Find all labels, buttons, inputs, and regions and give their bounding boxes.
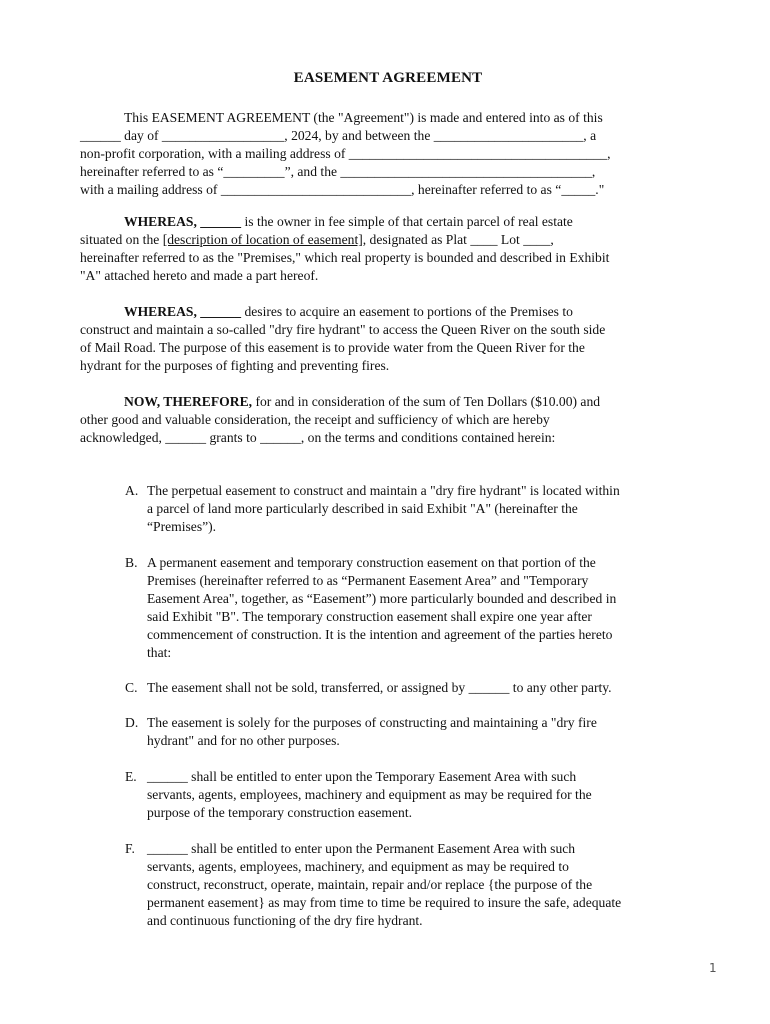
list-item-line: servants, agents, employees, machinery and equipment as may be required for the bbox=[147, 787, 592, 802]
list-item-letter: F. bbox=[125, 841, 135, 856]
page-number: 1 bbox=[709, 961, 717, 975]
intro-line-5: with a mailing address of ____________________________, hereinafter referred to as “_____." bbox=[80, 182, 605, 197]
whereas2-line-1 bbox=[80, 303, 700, 321]
list-item-line: ______ shall be entitled to enter upon the Temporary Easement Area with such bbox=[147, 769, 577, 784]
list-item-body bbox=[147, 554, 616, 662]
whereas2-line-4: hydrant for the purposes of fighting and preventing fires. bbox=[80, 358, 390, 373]
list-item-line: servants, agents, employees, machinery, and equipment as may be required to bbox=[147, 859, 569, 874]
list-item-body bbox=[147, 840, 621, 930]
list-item-line: purpose of the temporary construction easement. bbox=[147, 805, 412, 820]
list-item-line: A permanent easement and temporary construction easement on that portion of the bbox=[147, 555, 596, 570]
whereas1-line-2-post: , designated as Plat ____ Lot ____, bbox=[362, 232, 554, 247]
list-item-body bbox=[147, 679, 612, 697]
list-item-line: hydrant" and for no other purposes. bbox=[147, 733, 340, 748]
whereas2-line-2: construct and maintain a so-called "dry fire hydrant" to access the Queen River on the south side bbox=[80, 322, 606, 337]
whereas1-line-1-rest: is the owner in fee simple of that certain parcel of real estate bbox=[241, 214, 573, 229]
list-item-line: ______ shall be entitled to enter upon the Permanent Easement Area with such bbox=[147, 841, 576, 856]
whereas1-line-4: "A" attached hereto and made a part hereof. bbox=[80, 268, 319, 283]
now-therefore-paragraph bbox=[80, 393, 700, 447]
intro-paragraph bbox=[80, 109, 700, 199]
intro-line-3: non-profit corporation, with a mailing address of ______________________________________, bbox=[80, 146, 611, 161]
list-item-body bbox=[147, 714, 597, 750]
whereas1-line-3: hereinafter referred to as the "Premises," which real property is bounded and described in Exhibit bbox=[80, 250, 610, 265]
whereas1-line-2 bbox=[80, 231, 700, 249]
list-item-line: permanent easement} as may from time to time be required to insure the safe, adequate bbox=[147, 895, 622, 910]
now-therefore-line-1-rest: for and in consideration of the sum of Ten Dollars ($10.00) and bbox=[252, 394, 601, 409]
whereas-paragraph-1 bbox=[80, 213, 700, 285]
intro-line-1: This EASEMENT AGREEMENT (the "Agreement") is made and entered into as of this bbox=[124, 110, 603, 125]
list-item-line: Premises (hereinafter referred to as “Permanent Easement Area” and "Temporary bbox=[147, 573, 589, 588]
list-item-line: Easement Area", together, as “Easement”) more particularly bounded and described in bbox=[147, 591, 617, 606]
intro-line-2: ______ day of __________________, 2024, by and between the ______________________, a bbox=[80, 128, 597, 143]
list-item-letter: E. bbox=[125, 769, 137, 784]
list-item-line: The easement is solely for the purposes of constructing and maintaining a "dry fire bbox=[147, 715, 597, 730]
list-item-line: “Premises”). bbox=[147, 519, 217, 534]
list-item-letter: A. bbox=[125, 483, 139, 498]
whereas-paragraph-2 bbox=[80, 303, 700, 375]
location-placeholder: [description of location of easement] bbox=[162, 232, 363, 247]
list-item-line: The perpetual easement to construct and maintain a "dry fire hydrant" is located within bbox=[147, 483, 620, 498]
list-item-line: The easement shall not be sold, transferred, or assigned by ______ to any other party. bbox=[147, 680, 612, 695]
now-therefore-line-3: acknowledged, ______ grants to ______, on the terms and conditions contained herein: bbox=[80, 430, 556, 445]
list-item-body bbox=[147, 482, 620, 536]
whereas1-line-1 bbox=[80, 213, 700, 231]
whereas2-line-1-rest: desires to acquire an easement to portions of the Premises to bbox=[241, 304, 573, 319]
whereas2-line-3: of Mail Road. The purpose of this easement is to provide water from the Queen River for the bbox=[80, 340, 585, 355]
list-item-letter: B. bbox=[125, 555, 138, 570]
now-therefore-line-1 bbox=[80, 393, 700, 411]
list-item-body bbox=[147, 768, 592, 822]
whereas1-line-2-pre: situated on the bbox=[80, 232, 163, 247]
now-therefore-line-2: other good and valuable consideration, the receipt and sufficiency of which are hereby bbox=[80, 412, 550, 427]
list-item-line: construct, reconstruct, operate, maintain, repair and/or replace {the purpose of the bbox=[147, 877, 593, 892]
intro-line-4: hereinafter referred to as “_________”, and the _____________________________________, bbox=[80, 164, 596, 179]
list-item-line: that: bbox=[147, 645, 172, 660]
now-therefore-lead: NOW, THEREFORE, bbox=[124, 394, 253, 409]
list-item-line: commencement of construction. It is the intention and agreement of the parties hereto bbox=[147, 627, 613, 642]
whereas1-lead: WHEREAS, ______ bbox=[124, 214, 242, 229]
list-item-letter: C. bbox=[125, 680, 138, 695]
whereas2-lead: WHEREAS, ______ bbox=[124, 304, 242, 319]
list-item-line: a parcel of land more particularly described in said Exhibit "A" (hereinafter the bbox=[147, 501, 578, 516]
list-item-letter: D. bbox=[125, 715, 139, 730]
list-item-line: and continuous functioning of the dry fire hydrant. bbox=[147, 913, 423, 928]
list-item-line: said Exhibit "B". The temporary construction easement shall expire one year after bbox=[147, 609, 592, 624]
document-title: EASEMENT AGREEMENT bbox=[293, 70, 483, 86]
